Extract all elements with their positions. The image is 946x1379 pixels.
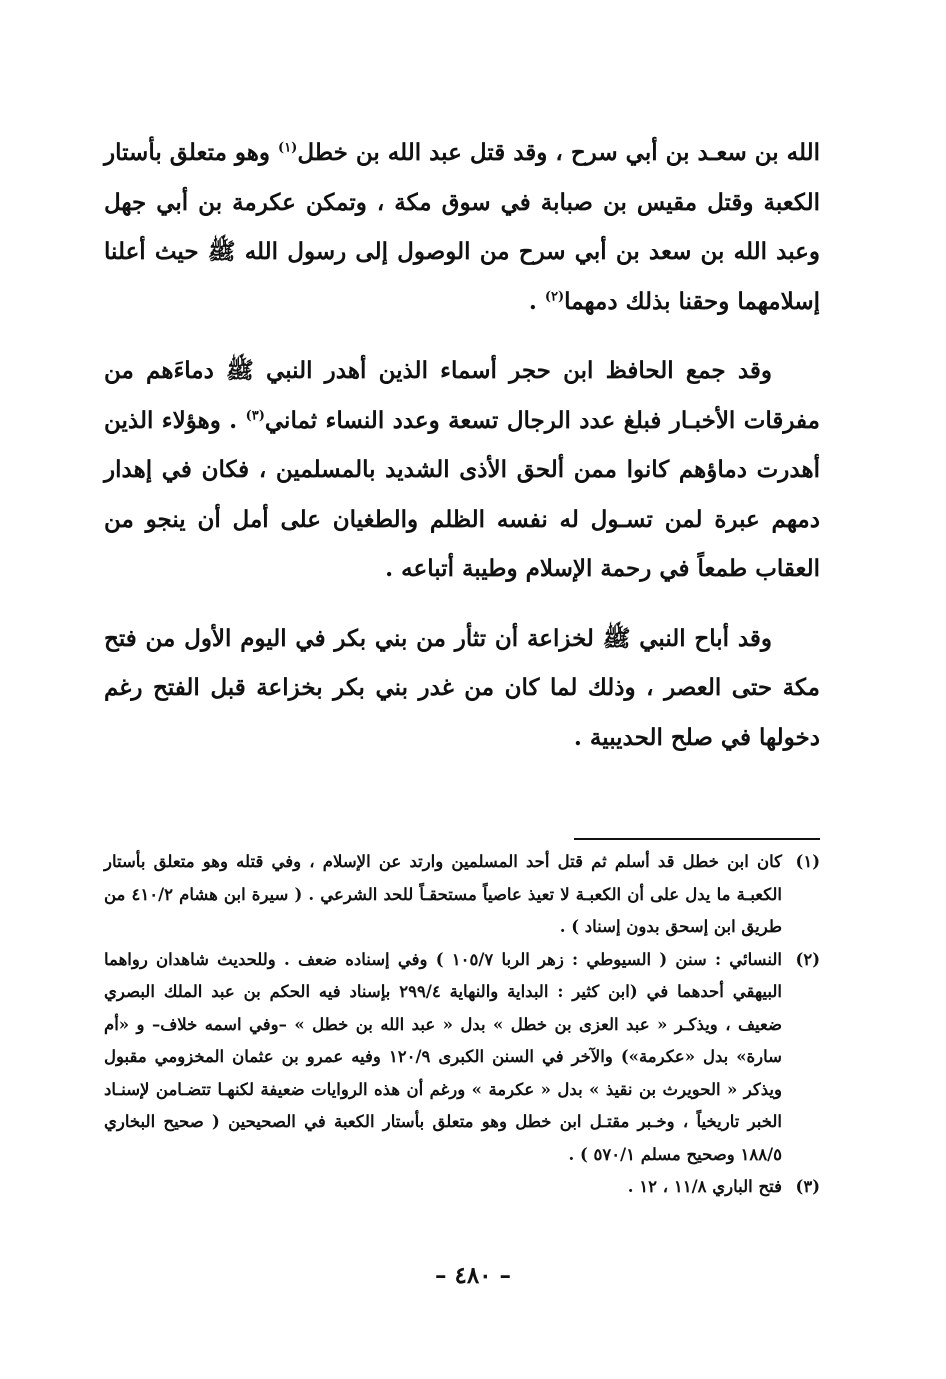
footnote-ref: (٢): [544, 288, 565, 304]
paragraph-text: الله بن سعـد بن أبي سرح ، وقد قتل عبد الله بن خطل: [297, 139, 820, 166]
main-text: [104, 128, 820, 762]
paragraph-text: وهو متعلق بأستار الكعبة وقتل مقيس بن صبابة في سوق مكة ، وتمكن عكرمة بن أبي جهل وعبد الله بن سعد بن أبي سرح من الوصول إلى رسول الله ﷺ حيث أعلنا إسلامهما وحقنا بذلك دمهما: [104, 139, 820, 315]
paragraph-text: . وهؤلاء الذين أهدرت دماؤهم كانوا ممن ألحق الأذى الشديد بالمسلمين ، فكان في إهدار دمهم عبرة لمن تسـول له نفسه الظلم والطغيان على أمل أن ينجو من العقاب طمعاً في رحمة الإسلام وطيبة أتباعه .: [104, 406, 820, 582]
footnote-3: [104, 1171, 820, 1204]
paragraph-text: وقد أباح النبي ﷺ لخزاعة أن تثأر من بني بكر في اليوم الأول من فتح مكة حتى العصر ، وذلك لما كان من غدر بني بكر بخزاعة قبل الفتح رغم دخولها في صلح الحديبية .: [104, 624, 820, 751]
page-number: – ٤٨٠ –: [434, 1262, 512, 1289]
footnote-2: [104, 944, 820, 1172]
footnote-text: كان ابن خطل قد أسلم ثم قتل أحد المسلمين وارتد عن الإسلام ، وفي قتله وهو متعلق بأستار الكعبـة ما يدل على أن الكعبـة لا تعيذ عاصياً مستحقـاً للحد الشرعي . ( سيرة ابن هشام ٤١٠/٢ من طريق ابن إسحق بدون إسناد ) .: [104, 852, 782, 936]
footnote-number: (٢): [795, 949, 820, 969]
paragraph-text: وقد جمع الحافظ ابن حجر أسماء الذين أهدر النبي ﷺ دماءَهم من مفرقات الأخبـار فبلغ عدد الرجال تسعة وعدد النساء ثماني: [104, 357, 820, 434]
paragraph-3: [104, 614, 820, 763]
footnote-separator: [574, 838, 820, 840]
paragraph-text: .: [528, 287, 545, 315]
footnote-number: (١): [795, 852, 820, 871]
footnote-text: النسائي : سنن ( السيوطي : زهر الربا ١٠٥/٧ ) وفي إسناده ضعف . وللحديث شاهدان رواهما البيهقي أحدهما في (ابن كثير : البداية والنهاية ٢٩٩/٤ بإسناد فيه الحكم بن عبد الملك البصري ضعيف ، ويذكـر « عبد العزى بن خطل » بدل « عبد الله بن خطل » –وفي اسمه خلاف– و «أم سارة» بدل «عكرمة») والآخر في السنن الكبرى ١٢٠/٩ وفيه عمرو بن عثمان المخزومي مقبول ويذكر « الحويرث بن نقيذ » بدل « عكرمة » ورغم أن هذه الروايات ضعيفة لكنهـا تتضـامن لإسنـاد الخبر تاريخياً ، وخـبر مقتـل ابن خطل وهو متعلق بأستار الكعبة في الصحيحين ( صحيح البخاري ١٨٨/٥ وصحيح مسلم ٥٧٠/١ ) .: [104, 949, 783, 1164]
footnote-number: (٣): [795, 1177, 820, 1196]
footnote-ref: (٣): [245, 407, 265, 423]
footnote-text: فتح الباري ١١/٨ ، ١٢ .: [627, 1177, 782, 1196]
paragraph-2: [104, 346, 820, 594]
footnotes: [104, 846, 820, 1204]
footnote-1: [104, 846, 820, 944]
paragraph-1: [104, 128, 820, 326]
footnote-ref: (١): [278, 140, 298, 156]
